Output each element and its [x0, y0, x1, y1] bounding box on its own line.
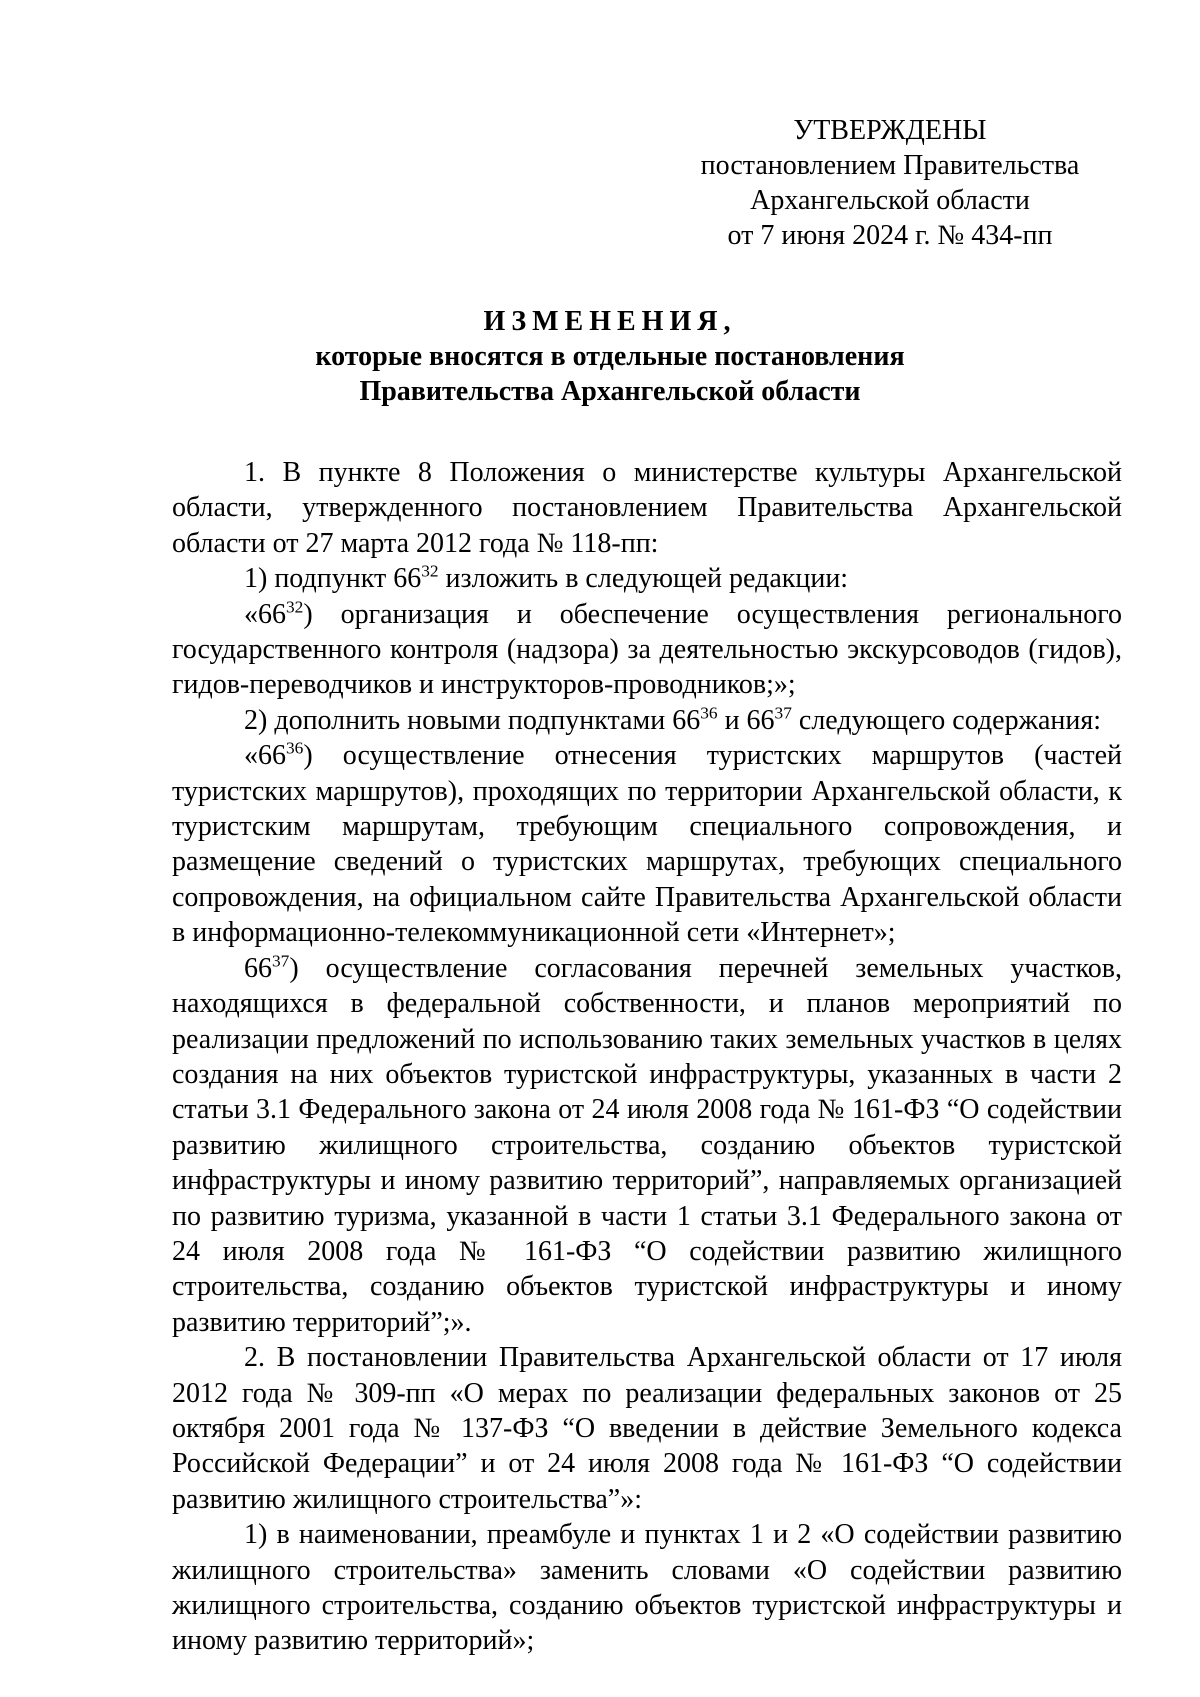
approval-line-decree: постановлением Правительства — [700, 150, 1080, 181]
approval-title: УТВЕРЖДЕНЫ — [793, 115, 987, 146]
approval-line-date: от 7 июня 2024 г. № 434-пп — [727, 220, 1053, 251]
approval-line-region: Архангельской области — [750, 185, 1030, 216]
paragraph-7: 2. В постановлении Правительства Архангельской области от 17 июля 2012 года № 309-пп «О мерах по реализации федеральных законов от 25 октября 2001 года № 137-ФЗ “О введении в действие Земельного кодекса Российской Федерации” и от 24 июля 2008 года № 161-ФЗ “О содействии развитию жилищного строительства”»: — [172, 1342, 1122, 1515]
paragraph-2: 1) подпункт $66^{32}$ изложить в следующей редакции: — [244, 561, 849, 595]
superscript: 36 — [700, 703, 718, 723]
approval-block — [680, 113, 1100, 253]
paragraph-8: 1) в наименовании, преамбуле и пунктах 1 и 2 «О содействии развитию жилищного строительства» заменить словами «О содействии развитию жилищного строительства, созданию объектов туристской инфраструктуры и иному развитию территорий»; — [172, 1519, 1122, 1657]
superscript: 36 — [286, 738, 304, 758]
superscript: 32 — [421, 561, 439, 581]
paragraph-5: «$66^{36}$) осуществление отнесения туристских маршрутов (частей туристских маршрутов), проходящих по территории Архангельской области, к туристским маршрутам, требующим специального сопровождения, и размещение сведений о туристских маршрутах, требующих специального сопровождения, на официальном сайте Правительства Архангельской области в информационно-телекоммуникационной сети «Интернет»; — [172, 738, 1122, 949]
superscript: 37 — [272, 950, 290, 970]
heading-subtitle-1: которые вносятся в отдельные постановления — [315, 341, 905, 372]
superscript: 32 — [286, 596, 304, 616]
paragraph-4: 2) дополнить новыми подпунктами $66^{36}$ и $66^{37}$ следующего содержания: — [244, 703, 1101, 736]
heading-subtitle-2: Правительства Архангельской области — [359, 376, 861, 407]
document-heading — [172, 304, 1048, 409]
paragraph-6: $66^{37}$) осуществление согласования перечней земельных участков, находящихся в федеральной собственности, и планов мероприятий по реализации предложений по использованию таких земельных участков в целях создания на них объектов туристской инфраструктуры, указанных в части 2 статьи 3.1 Федерального закона от 24 июля 2008 года № 161-ФЗ “О содействии развитию жилищного строительства, созданию объектов туристской инфраструктуры и иному развитию территорий”, направляемых организацией по развитию туризма, указанной в части 1 статьи 3.1 Федерального закона от 24 июля 2008 года № 161-ФЗ “О содействии развитию жилищного строительства, созданию объектов туристской инфраструктуры и иному развитию территорий”;». — [172, 950, 1122, 1338]
heading-title: ИЗМЕНЕНИЯ, — [483, 306, 737, 337]
paragraph-3: «$66^{32}$) организация и обеспечение осуществления регионального государственного контроля (надзора) за деятельностью экскурсоводов (гидов), гидов-переводчиков и инструкторов-проводников;»; — [172, 596, 1122, 701]
superscript: 37 — [774, 703, 792, 723]
paragraph-1: 1. В пункте 8 Положения о министерстве культуры Архангельской области, утвержденного постановлением Правительства Архангельской области от 27 марта 2012 года № 118-пп: — [172, 457, 1122, 559]
document-body — [172, 455, 1122, 1659]
